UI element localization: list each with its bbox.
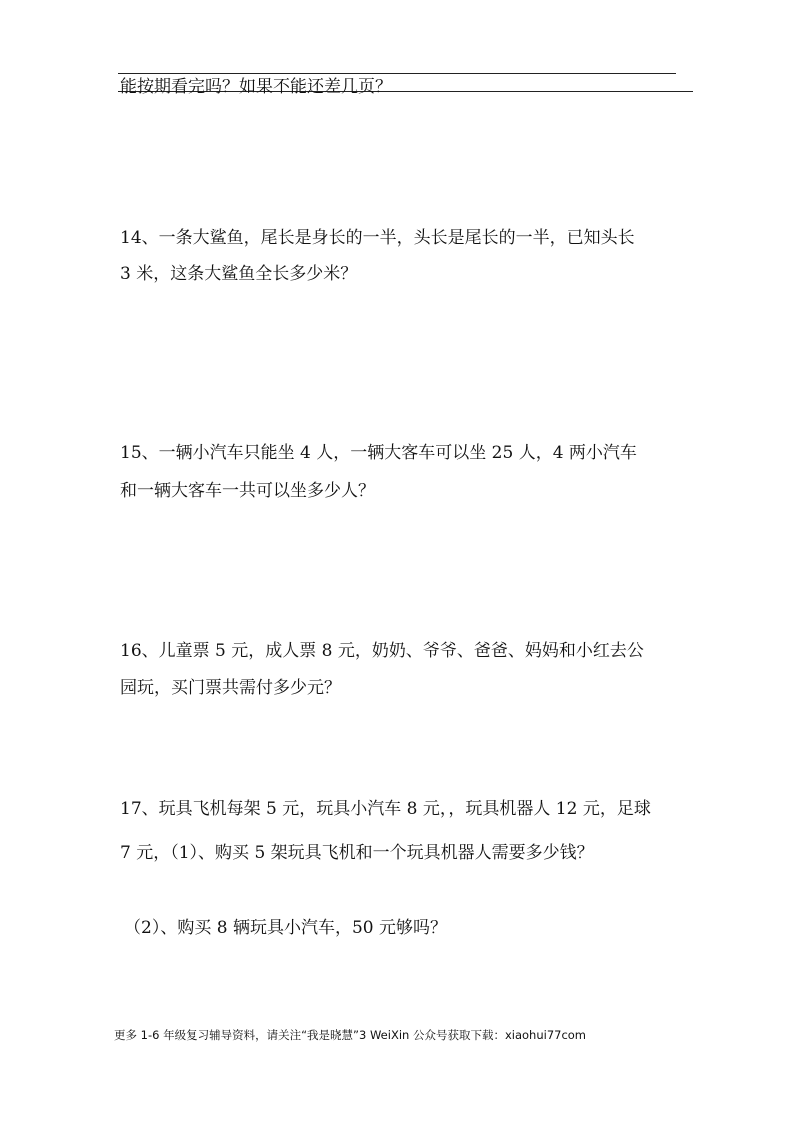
- question-15-line-2: 和一辆大客车一共可以坐多少人？: [120, 481, 375, 501]
- question-17-line-3: （2）、购买 8 辆玩具小汽车，50 元够吗？: [124, 918, 447, 938]
- question-17-line-2: 7 元，（1）、购买 5 架玩具飞机和一个玩具机器人需要多少钱？: [120, 843, 594, 863]
- continuation-line: 能按期看完吗？如果不能还差几页？: [120, 77, 392, 97]
- top-rule: [118, 73, 676, 74]
- question-16-line-1: 16、儿童票 5 元，成人票 8 元，奶奶、爷爷、爸爸、妈妈和小红去公: [120, 641, 644, 661]
- question-15-line-1: 15、一辆小汽车只能坐 4 人，一辆大客车可以坐 25 人，4 两小汽车: [120, 443, 637, 463]
- question-16-line-2: 园玩，买门票共需付多少元？: [120, 678, 341, 698]
- question-14-line-2: 3 米，这条大鲨鱼全长多少米？: [120, 264, 358, 284]
- page-footer: 更多 1-6 年级复习辅导资料，请关注“我是晓慧”3 WeiXin 公众号获取下载：xiaohui77com: [114, 1028, 587, 1042]
- question-14-line-1: 14、一条大鲨鱼，尾长是身长的一半，头长是尾长的一半，已知头长: [120, 228, 635, 248]
- question-17-line-1: 17、玩具飞机每架 5 元，玩具小汽车 8 元，，玩具机器人 12 元，足球: [120, 799, 651, 819]
